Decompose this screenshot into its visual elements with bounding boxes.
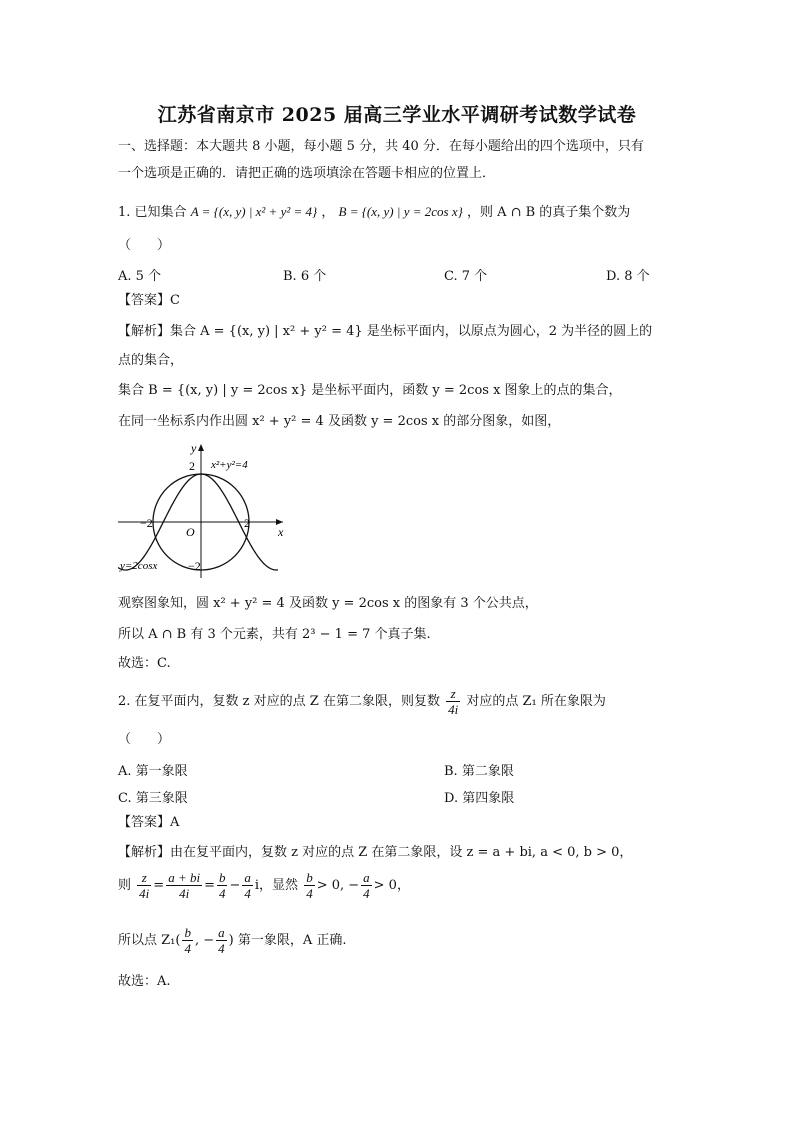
q2-eq-fraction-3-den: 4 — [218, 886, 226, 901]
q1-option-b: B. 6 个 — [283, 269, 327, 284]
q1-answer: 【答案】C — [118, 293, 180, 308]
q2-prefix: 2. 在复平面内，复数 z 对应的点 Z 在第二象限，则复数 — [118, 694, 440, 709]
q2-eq-fraction-6 — [361, 870, 372, 901]
q2-eq-fraction-6-den: 4 — [363, 886, 370, 901]
q2-eq-fraction-1-num: z — [137, 870, 151, 886]
q2-eq-fraction-5-num: b — [306, 870, 313, 885]
q2-analysis-line-3: 所以点 Z₁( $\frac{b}{4}$ , − $\frac{a}{4}$ ) 第一象限，A 正确. — [118, 925, 347, 956]
q2-conclusion-pre: 所以点 Z₁( — [118, 933, 181, 948]
q2-option-d: D. 第四象限 — [444, 791, 515, 806]
circle-cosine-graph — [118, 438, 298, 583]
q2-eq-fraction-3 — [217, 870, 228, 901]
q2-point-fraction-2-den: 4 — [218, 941, 225, 956]
circle-equation-label: x²+y²=4 — [211, 459, 248, 471]
q2-eq-fraction-1-den: 4i — [139, 886, 150, 901]
q2-point-fraction-1 — [182, 925, 193, 956]
q2-choose: 故选：A. — [118, 974, 171, 989]
q1-set-a: A = {(x, y) | x² + y² = 4} — [190, 204, 318, 219]
q2-analysis-line-1: 【解析】由在复平面内，复数 z 对应的点 Z 在第二象限，设 z = a + bi, a < 0, b > 0， — [118, 845, 633, 860]
q2-tail-2: > 0, − — [316, 878, 360, 893]
q1-stem — [118, 203, 630, 222]
q2-eq-fraction-5-den: 4 — [306, 886, 313, 901]
q1-analysis-line-2: 点的集合， — [118, 353, 184, 368]
q2-eq-fraction-2 — [166, 870, 202, 901]
q2-fraction — [446, 686, 460, 717]
origin-label: O — [186, 525, 195, 539]
q1-suffix: ，则 A ∩ B 的真子集个数为 — [466, 205, 631, 220]
q2-point-fraction-1-num: b — [184, 925, 191, 940]
right-tick-label: 2 — [244, 516, 250, 530]
q2-fraction-denominator: 4i — [448, 702, 459, 717]
q2-eq-fraction-1 — [137, 870, 151, 901]
q1-analysis-line-6: 所以 A ∩ B 有 3 个元素，共有 2³ − 1 = 7 个真子集. — [118, 627, 431, 642]
q2-eq-fraction-4-num: a — [244, 870, 251, 885]
q2-paren: （ ） — [118, 732, 171, 747]
q1-analysis-line-3: 集合 B = {(x, y) | y = 2cos x} 是坐标平面内，函数 y = 2cos x 图象上的点的集合， — [118, 383, 622, 398]
q2-eq-fraction-2-num: a + bi — [168, 870, 201, 885]
q1-option-c: C. 7 个 — [444, 269, 488, 284]
q2-analysis-line-2: 则 $\frac{z}{4i}$ = $\frac{a + bi}{4i}$ = $\frac{b}{4}$ − $\frac{a}{4}$ i，显然 $\frac{b}{4}$ > 0, − $\frac{a}{4}$ > 0， — [118, 870, 410, 901]
y-axis-arrow — [198, 444, 204, 451]
q1-choose: 故选：C. — [118, 656, 171, 671]
q2-eq-fraction-3-num: b — [218, 870, 226, 885]
q2-answer: 【答案】A — [118, 815, 180, 830]
y-axis-label: y — [191, 441, 197, 455]
q2-point-fraction-2 — [216, 925, 227, 956]
q2-conclusion-post: ) 第一象限，A 正确. — [228, 933, 347, 948]
left-tick-label: −2 — [140, 516, 153, 530]
curve-equation-label: y=2cosx — [120, 560, 158, 572]
q1-set-b: B = {(x, y) | y = 2cos x} — [338, 204, 463, 219]
q1-option-a: A. 5 个 — [118, 269, 162, 284]
q2-eq-fraction-4 — [242, 870, 253, 901]
q1-analysis-line-1: 【解析】集合 A = {(x, y) | x² + y² = 4} 是坐标平面内，以原点为圆心，2 为半径的圆上的 — [118, 324, 653, 339]
page-title: 江苏省南京市 2025 届高三学业水平调研考试数学试卷 — [157, 104, 637, 126]
q2-suffix: 对应的点 Z₁ 所在象限为 — [466, 694, 606, 709]
q2-option-c: C. 第三象限 — [118, 791, 188, 806]
q1-prefix: 1. 已知集合 — [118, 205, 187, 220]
q1-paren: （ ） — [118, 238, 171, 253]
x-axis-label: x — [278, 525, 284, 539]
q2-point-fraction-2-num: a — [218, 925, 225, 940]
q2-fraction-numerator: z — [446, 686, 460, 702]
section-intro-line-1: 一、选择题：本大题共 8 小题，每小题 5 分，共 40 分．在每小题给出的四个选项中，只有 — [118, 139, 644, 154]
q2-option-a: A. 第一象限 — [118, 764, 188, 779]
q2-tail-1: i，显然 — [254, 878, 299, 893]
top-tick-label: 2 — [189, 459, 195, 473]
q2-eq-fraction-5 — [304, 870, 315, 901]
q2-point-fraction-1-den: 4 — [184, 941, 191, 956]
bottom-tick-label: −2 — [188, 559, 201, 573]
q2-stem — [118, 686, 606, 717]
q2-eq-fraction-4-den: 4 — [244, 886, 251, 901]
q1-comma: ， — [321, 205, 335, 220]
section-intro-line-2: 一个选项是正确的．请把正确的选项填涂在答题卡相应的位置上． — [118, 166, 496, 181]
q1-option-d: D. 8 个 — [606, 269, 650, 284]
q2-tail-3: > 0， — [373, 878, 410, 893]
q2-eq-fraction-2-den: 4i — [179, 886, 190, 901]
q1-analysis-line-4: 在同一坐标系内作出圆 x² + y² = 4 及函数 y = 2cos x 的部分图象，如图， — [118, 414, 561, 429]
q2-then: 则 — [118, 878, 132, 893]
q2-eq-fraction-6-num: a — [363, 870, 370, 885]
q1-analysis-line-5: 观察图象知，圆 x² + y² = 4 及函数 y = 2cos x 的图象有 3 个公共点， — [118, 596, 538, 611]
q2-option-b: B. 第二象限 — [444, 764, 514, 779]
